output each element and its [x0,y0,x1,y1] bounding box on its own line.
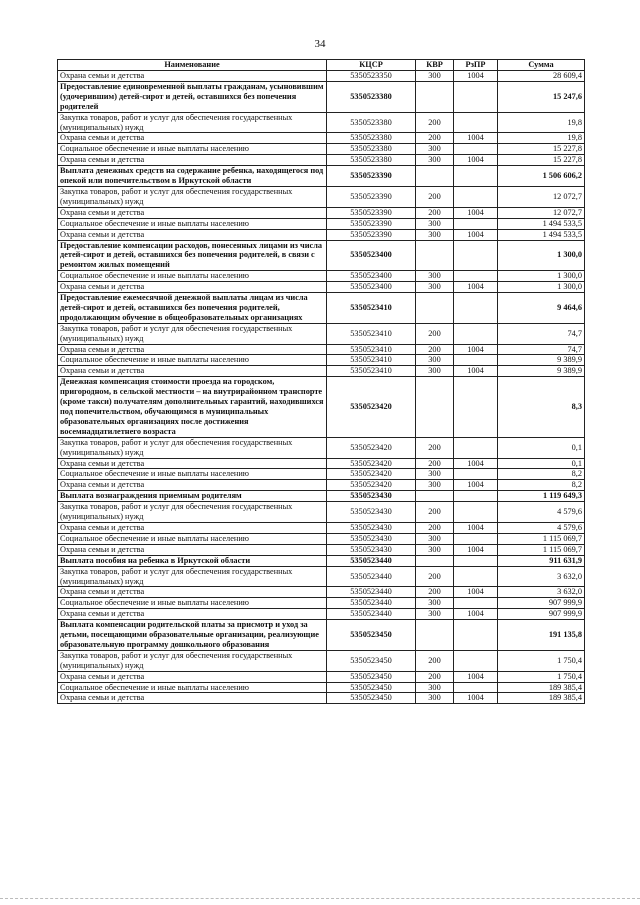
cell-kvr: 300 [416,144,454,155]
cell-name: Социальное обеспечение и иные выплаты населению [58,682,327,693]
cell-kvr [416,293,454,324]
cell-kcsr: 5350523420 [327,469,416,480]
cell-name: Охрана семьи и детства [58,544,327,555]
cell-name: Охрана семьи и детства [58,609,327,620]
cell-rzpr [454,437,498,458]
cell-sum: 4 579,6 [498,522,585,533]
cell-name: Социальное обеспечение и иные выплаты населению [58,355,327,366]
cell-name: Социальное обеспечение и иные выплаты населению [58,533,327,544]
cell-rzpr [454,112,498,133]
table-row [58,609,585,620]
table-row [58,598,585,609]
cell-kcsr: 5350523420 [327,377,416,437]
cell-sum: 8,2 [498,469,585,480]
cell-name: Социальное обеспечение и иные выплаты населению [58,144,327,155]
table-row [58,166,585,187]
cell-kcsr: 5350523380 [327,112,416,133]
cell-name: Охрана семьи и детства [58,133,327,144]
table-row [58,480,585,491]
cell-sum: 0,1 [498,458,585,469]
cell-kvr [416,555,454,566]
cell-kvr: 200 [416,323,454,344]
cell-kvr: 300 [416,355,454,366]
cell-sum: 12 072,7 [498,186,585,207]
cell-rzpr [454,81,498,112]
cell-sum: 189 385,4 [498,682,585,693]
cell-rzpr: 1004 [454,207,498,218]
cell-sum: 1 494 533,5 [498,229,585,240]
cell-rzpr [454,355,498,366]
cell-rzpr: 1004 [454,587,498,598]
cell-kvr: 300 [416,282,454,293]
cell-kvr: 200 [416,650,454,671]
cell-kcsr: 5350523450 [327,693,416,704]
cell-sum: 907 999,9 [498,598,585,609]
cell-kvr: 300 [416,469,454,480]
cell-kcsr: 5350523380 [327,133,416,144]
table-row [58,144,585,155]
table-row [58,240,585,271]
cell-sum: 15 227,8 [498,144,585,155]
cell-kcsr: 5350523440 [327,609,416,620]
cell-rzpr [454,620,498,651]
cell-rzpr [454,144,498,155]
cell-rzpr [454,533,498,544]
table-header-row [58,60,585,71]
cell-sum: 1 750,4 [498,650,585,671]
table-row [58,566,585,587]
cell-kcsr: 5350523350 [327,71,416,82]
cell-rzpr: 1004 [454,544,498,555]
cell-rzpr [454,469,498,480]
cell-name: Социальное обеспечение и иные выплаты населению [58,271,327,282]
cell-kvr [416,240,454,271]
cell-sum: 1 119 649,3 [498,491,585,502]
cell-name: Выплата компенсации родительской платы за присмотр и уход за детьми, посещающими образовательные организации, реализующие образовательную программу дошкольного образования [58,620,327,651]
cell-kcsr: 5350523440 [327,598,416,609]
budget-table [57,59,585,704]
cell-sum: 28 609,4 [498,71,585,82]
cell-name: Охрана семьи и детства [58,693,327,704]
cell-name: Закупка товаров, работ и услуг для обеспечения государственных (муниципальных) нужд [58,502,327,523]
table-row [58,293,585,324]
cell-sum: 1 300,0 [498,240,585,271]
cell-kvr: 200 [416,186,454,207]
cell-rzpr [454,502,498,523]
cell-sum: 1 115 069,7 [498,544,585,555]
cell-kcsr: 5350523420 [327,480,416,491]
cell-rzpr: 1004 [454,522,498,533]
cell-kvr: 300 [416,682,454,693]
table-row [58,344,585,355]
cell-kcsr: 5350523410 [327,344,416,355]
cell-name: Охрана семьи и детства [58,522,327,533]
cell-kvr: 300 [416,598,454,609]
cell-kcsr: 5350523380 [327,155,416,166]
cell-name: Выплата денежных средств на содержание ребенка, находящегося под опекой или попечительством в Иркутской области [58,166,327,187]
cell-rzpr: 1004 [454,609,498,620]
cell-name: Закупка товаров, работ и услуг для обеспечения государственных (муниципальных) нужд [58,650,327,671]
table-row [58,533,585,544]
cell-sum: 0,1 [498,437,585,458]
cell-kcsr: 5350523420 [327,437,416,458]
table-row [58,587,585,598]
cell-kcsr: 5350523400 [327,271,416,282]
cell-rzpr [454,377,498,437]
cell-kcsr: 5350523430 [327,522,416,533]
column-header-kcsr: КЦСР [327,60,416,71]
table-row [58,650,585,671]
cell-sum: 8,2 [498,480,585,491]
table-row [58,71,585,82]
cell-name: Охрана семьи и детства [58,344,327,355]
cell-kcsr: 5350523450 [327,682,416,693]
cell-sum: 74,7 [498,323,585,344]
cell-kcsr: 5350523390 [327,229,416,240]
cell-sum: 1 300,0 [498,271,585,282]
table-row [58,544,585,555]
cell-kvr: 300 [416,480,454,491]
cell-kvr [416,81,454,112]
cell-kvr: 200 [416,566,454,587]
cell-name: Предоставление компенсации расходов, понесенных лицами из числа детей-сирот и детей, оставшихся без попечения родителей, в связи с ремонтом жилых помещений [58,240,327,271]
cell-kcsr: 5350523410 [327,293,416,324]
cell-name: Охрана семьи и детства [58,458,327,469]
cell-kcsr: 5350523430 [327,533,416,544]
cell-sum: 74,7 [498,344,585,355]
cell-kcsr: 5350523410 [327,323,416,344]
cell-rzpr [454,566,498,587]
cell-sum: 3 632,0 [498,566,585,587]
cell-name: Социальное обеспечение и иные выплаты населению [58,598,327,609]
cell-name: Закупка товаров, работ и услуг для обеспечения государственных (муниципальных) нужд [58,186,327,207]
table-row [58,522,585,533]
cell-rzpr: 1004 [454,282,498,293]
cell-rzpr: 1004 [454,133,498,144]
cell-kcsr: 5350523440 [327,566,416,587]
cell-name: Охрана семьи и детства [58,587,327,598]
cell-rzpr: 1004 [454,71,498,82]
cell-sum: 1 300,0 [498,282,585,293]
cell-kcsr: 5350523440 [327,587,416,598]
cell-name: Охрана семьи и детства [58,366,327,377]
table-row [58,323,585,344]
cell-sum: 1 506 606,2 [498,166,585,187]
cell-rzpr: 1004 [454,229,498,240]
cell-rzpr: 1004 [454,458,498,469]
table-row [58,155,585,166]
table-row [58,502,585,523]
scan-edge-divider [0,898,640,899]
table-row [58,133,585,144]
cell-kvr: 300 [416,533,454,544]
cell-name: Предоставление единовременной выплаты гражданам, усыновившим (удочерившим) детей-сирот и детей, оставшихся без попечения родителей [58,81,327,112]
cell-name: Охрана семьи и детства [58,155,327,166]
cell-sum: 3 632,0 [498,587,585,598]
table-row [58,271,585,282]
cell-kcsr: 5350523390 [327,207,416,218]
table-row [58,437,585,458]
cell-rzpr [454,293,498,324]
cell-kcsr: 5350523390 [327,166,416,187]
cell-kcsr: 5350523450 [327,650,416,671]
cell-rzpr: 1004 [454,344,498,355]
table-body [58,71,585,704]
table-row [58,377,585,437]
cell-rzpr: 1004 [454,366,498,377]
cell-name: Выплата пособия на ребенка в Иркутской области [58,555,327,566]
cell-kcsr: 5350523430 [327,491,416,502]
cell-kcsr: 5350523430 [327,544,416,555]
cell-rzpr: 1004 [454,155,498,166]
table-row [58,207,585,218]
cell-kvr: 300 [416,71,454,82]
cell-name: Охрана семьи и детства [58,207,327,218]
cell-name: Охрана семьи и детства [58,71,327,82]
cell-kvr: 300 [416,544,454,555]
cell-name: Охрана семьи и детства [58,229,327,240]
cell-name: Денежная компенсация стоимости проезда на городском, пригородном, в сельской местности – на внутрирайонном транспорте (кроме такси) получателям дополнительных гарантий, находившихся под попечительством, обучающимся в муниципальных образовательных организациях после достижения восемнадцатилетнего возраста [58,377,327,437]
cell-kcsr: 5350523450 [327,620,416,651]
table-row [58,355,585,366]
cell-sum: 1 750,4 [498,671,585,682]
cell-rzpr: 1004 [454,480,498,491]
cell-kcsr: 5350523380 [327,81,416,112]
cell-kcsr: 5350523410 [327,355,416,366]
cell-rzpr [454,650,498,671]
cell-sum: 189 385,4 [498,693,585,704]
cell-rzpr [454,271,498,282]
cell-name: Закупка товаров, работ и услуг для обеспечения государственных (муниципальных) нужд [58,323,327,344]
cell-sum: 9 389,9 [498,355,585,366]
cell-kcsr: 5350523420 [327,458,416,469]
cell-sum: 911 631,9 [498,555,585,566]
table-row [58,186,585,207]
cell-name: Охрана семьи и детства [58,282,327,293]
cell-kcsr: 5350523400 [327,282,416,293]
table-row [58,112,585,133]
cell-rzpr [454,240,498,271]
table-row [58,555,585,566]
cell-sum: 15 247,6 [498,81,585,112]
cell-sum: 9 389,9 [498,366,585,377]
cell-rzpr [454,555,498,566]
cell-rzpr [454,491,498,502]
cell-name: Охрана семьи и детства [58,480,327,491]
table-row [58,693,585,704]
cell-name: Закупка товаров, работ и услуг для обеспечения государственных (муниципальных) нужд [58,566,327,587]
cell-kcsr: 5350523390 [327,218,416,229]
table-row [58,218,585,229]
cell-kvr [416,620,454,651]
cell-kvr: 200 [416,207,454,218]
cell-kvr: 200 [416,671,454,682]
cell-name: Предоставление ежемесячной денежной выплаты лицам из числа детей-сирот и детей, оставшихся без попечения родителей, продолжающим обучение в общеобразовательных организациях [58,293,327,324]
cell-sum: 15 227,8 [498,155,585,166]
table-row [58,671,585,682]
cell-kvr: 300 [416,366,454,377]
cell-name: Закупка товаров, работ и услуг для обеспечения государственных (муниципальных) нужд [58,437,327,458]
cell-sum: 1 494 533,5 [498,218,585,229]
cell-rzpr: 1004 [454,693,498,704]
table-row [58,229,585,240]
cell-sum: 1 115 069,7 [498,533,585,544]
table-row [58,469,585,480]
cell-sum: 9 464,6 [498,293,585,324]
cell-kvr: 200 [416,587,454,598]
cell-kvr: 200 [416,458,454,469]
cell-kvr: 200 [416,133,454,144]
cell-kcsr: 5350523440 [327,555,416,566]
table-row [58,458,585,469]
cell-kvr: 200 [416,502,454,523]
column-header-sum: Сумма [498,60,585,71]
table-row [58,682,585,693]
cell-name: Закупка товаров, работ и услуг для обеспечения государственных (муниципальных) нужд [58,112,327,133]
cell-name: Охрана семьи и детства [58,671,327,682]
cell-sum: 12 072,7 [498,207,585,218]
cell-name: Выплата вознаграждения приемным родителям [58,491,327,502]
cell-kvr [416,377,454,437]
table-row [58,366,585,377]
cell-rzpr: 1004 [454,671,498,682]
cell-kvr: 300 [416,218,454,229]
table-row [58,81,585,112]
cell-name: Социальное обеспечение и иные выплаты населению [58,469,327,480]
cell-kcsr: 5350523400 [327,240,416,271]
cell-sum: 4 579,6 [498,502,585,523]
column-header-name: Наименование [58,60,327,71]
cell-kcsr: 5350523410 [327,366,416,377]
cell-kcsr: 5350523380 [327,144,416,155]
cell-kvr: 200 [416,437,454,458]
cell-kvr: 300 [416,693,454,704]
cell-kvr: 300 [416,609,454,620]
cell-name: Социальное обеспечение и иные выплаты населению [58,218,327,229]
cell-kcsr: 5350523430 [327,502,416,523]
cell-sum: 19,8 [498,133,585,144]
cell-sum: 8,3 [498,377,585,437]
table-row [58,282,585,293]
cell-kvr: 300 [416,229,454,240]
cell-rzpr [454,186,498,207]
table-row [58,620,585,651]
cell-sum: 907 999,9 [498,609,585,620]
cell-rzpr [454,166,498,187]
cell-kcsr: 5350523450 [327,671,416,682]
cell-rzpr [454,323,498,344]
page-number: 34 [314,38,326,50]
cell-kvr: 200 [416,522,454,533]
cell-kvr: 300 [416,155,454,166]
column-header-rzpr: РзПР [454,60,498,71]
cell-rzpr [454,598,498,609]
cell-kvr: 300 [416,271,454,282]
cell-rzpr [454,682,498,693]
table-row [58,491,585,502]
cell-sum: 19,8 [498,112,585,133]
cell-kvr [416,166,454,187]
column-header-kvr: КВР [416,60,454,71]
cell-kcsr: 5350523390 [327,186,416,207]
cell-kvr: 200 [416,112,454,133]
cell-rzpr [454,218,498,229]
cell-kvr [416,491,454,502]
cell-sum: 191 135,8 [498,620,585,651]
cell-kvr: 200 [416,344,454,355]
